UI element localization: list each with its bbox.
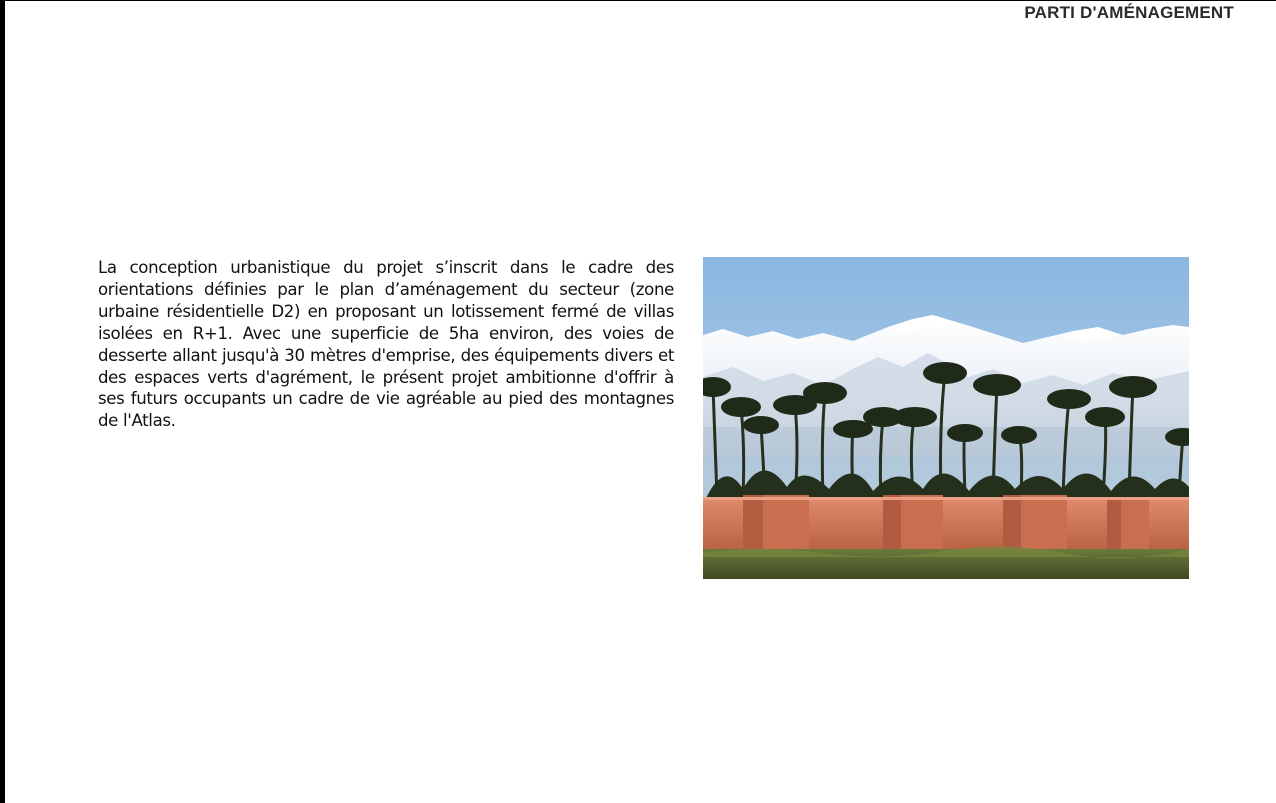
description-paragraph: La conception urbanistique du projet s’inscrit dans le cadre des orientations définies par le plan d’aménagement du secteur (zone urbaine résidentielle D2) en proposant un lotissement fermé de villas isolées en R+1. Avec une superficie de 5ha environ, des voies de desserte allant jusqu'à 30 mètres d'emprise, des équipements divers et des espaces verts d'agrément, le présent projet ambitionne d'offrir à ses futurs occupants un cadre de vie agréable au pied des montagnes de l'Atlas. [98, 258, 674, 431]
page-title: PARTI D'AMÉNAGEMENT [1024, 3, 1234, 22]
document-page [5, 1, 1276, 803]
atlas-landscape-photo [703, 257, 1189, 579]
